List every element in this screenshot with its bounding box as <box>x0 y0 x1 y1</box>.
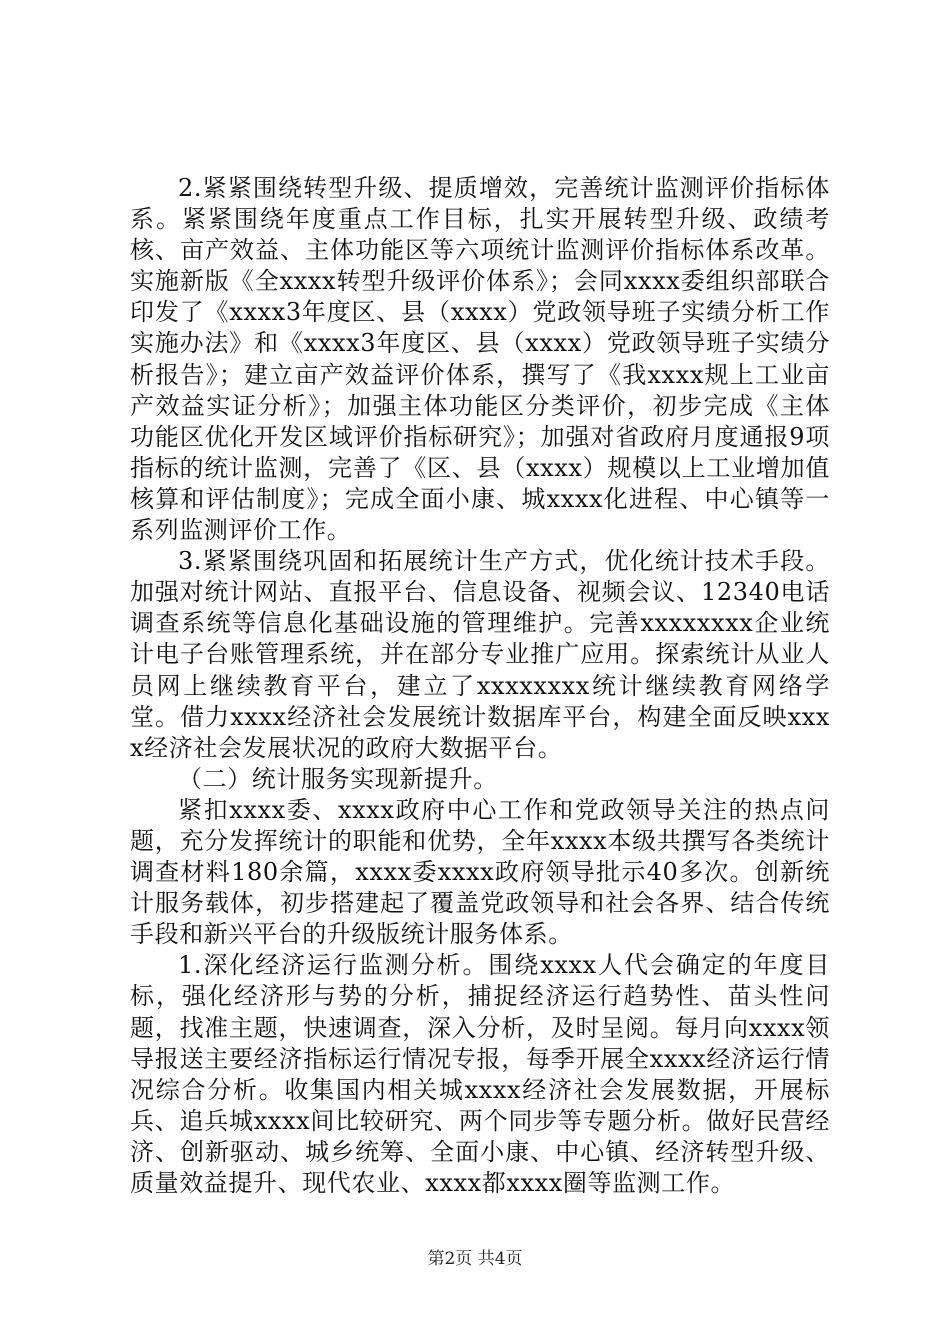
section-heading-statistical-services: （二）统计服务实现新提升。 <box>178 764 498 793</box>
document-body <box>130 173 830 1199</box>
page-number-footer: 第2页 共4页 <box>427 1249 523 1269</box>
paragraph-statistical-services-overview: 紧扣xxxx委、xxxx政府中心工作和党政领导关注的热点问题，充分发挥统计的职能和优势，全年xxxx本级共撰写各类统计调查材料180余篇，xxxx委xxxx政府领导批示40多次。创新统计服务载体，初步搭建起了覆盖党政领导和社会各界、结合传统手段和新兴平台的升级版统计服务体系。 <box>130 795 830 949</box>
paragraph-economic-monitoring: 1.深化经济运行监测分析。围绕xxxx人代会确定的年度目标，强化经济形与势的分析，捕捉经济运行趋势性、苗头性问题，找准主题，快速调查，深入分析，及时呈阅。每月向xxxx领导报送主要经济指标运行情况专报，每季开展全xxxx经济运行情况综合分析。收集国内相关城xxxx经济社会发展数据，开展标兵、追兵城xxxx间比较研究、两个同步等专题分析。做好民营经济、创新驱动、城乡统筹、全面小康、中心镇、经济转型升级、质量效益提升、现代农业、xxxx都xxxx圈等监测工作。 <box>130 951 830 1197</box>
paragraph-statistical-technology: 3.紧紧围绕巩固和拓展统计生产方式，优化统计技术手段。加强对统计网站、直报平台、信息设备、视频会议、12340电话调查系统等信息化基础设施的管理维护。完善xxxxxxxx企业统计电子台账管理系统，并在部分专业推广应用。探索统计从业人员网上继续教育平台，建立了xxxxxxxx统计继续教育网络学堂。借力xxxx经济社会发展统计数据库平台，构建全面反映xxxx经济社会发展状况的政府大数据平台。 <box>130 547 830 762</box>
paragraph-transformation-indicators: 2.紧紧围绕转型升级、提质增效，完善统计监测评价指标体系。紧紧围绕年度重点工作目标，扎实开展转型升级、政绩考核、亩产效益、主体功能区等六项统计监测评价指标体系改革。实施新版《全xxxx转型升级评价体系》；会同xxxx委组织部联合印发了《xxxx3年度区、县（xxxx）党政领导班子实绩分析工作实施办法》和《xxxx3年度区、县（xxxx）党政领导班子实绩分析报告》；建立亩产效益评价体系，撰写了《我xxxx规上工业亩产效益实证分析》；加强主体功能区分类评价，初步完成《主体功能区优化开发区域评价指标研究》；加强对省政府月度通报9项指标的统计监测，完善了《区、县（xxxx）规模以上工业增加值核算和评估制度》；完成全面小康、城xxxx化进程、中心镇等一系列监测评价工作。 <box>130 174 830 545</box>
